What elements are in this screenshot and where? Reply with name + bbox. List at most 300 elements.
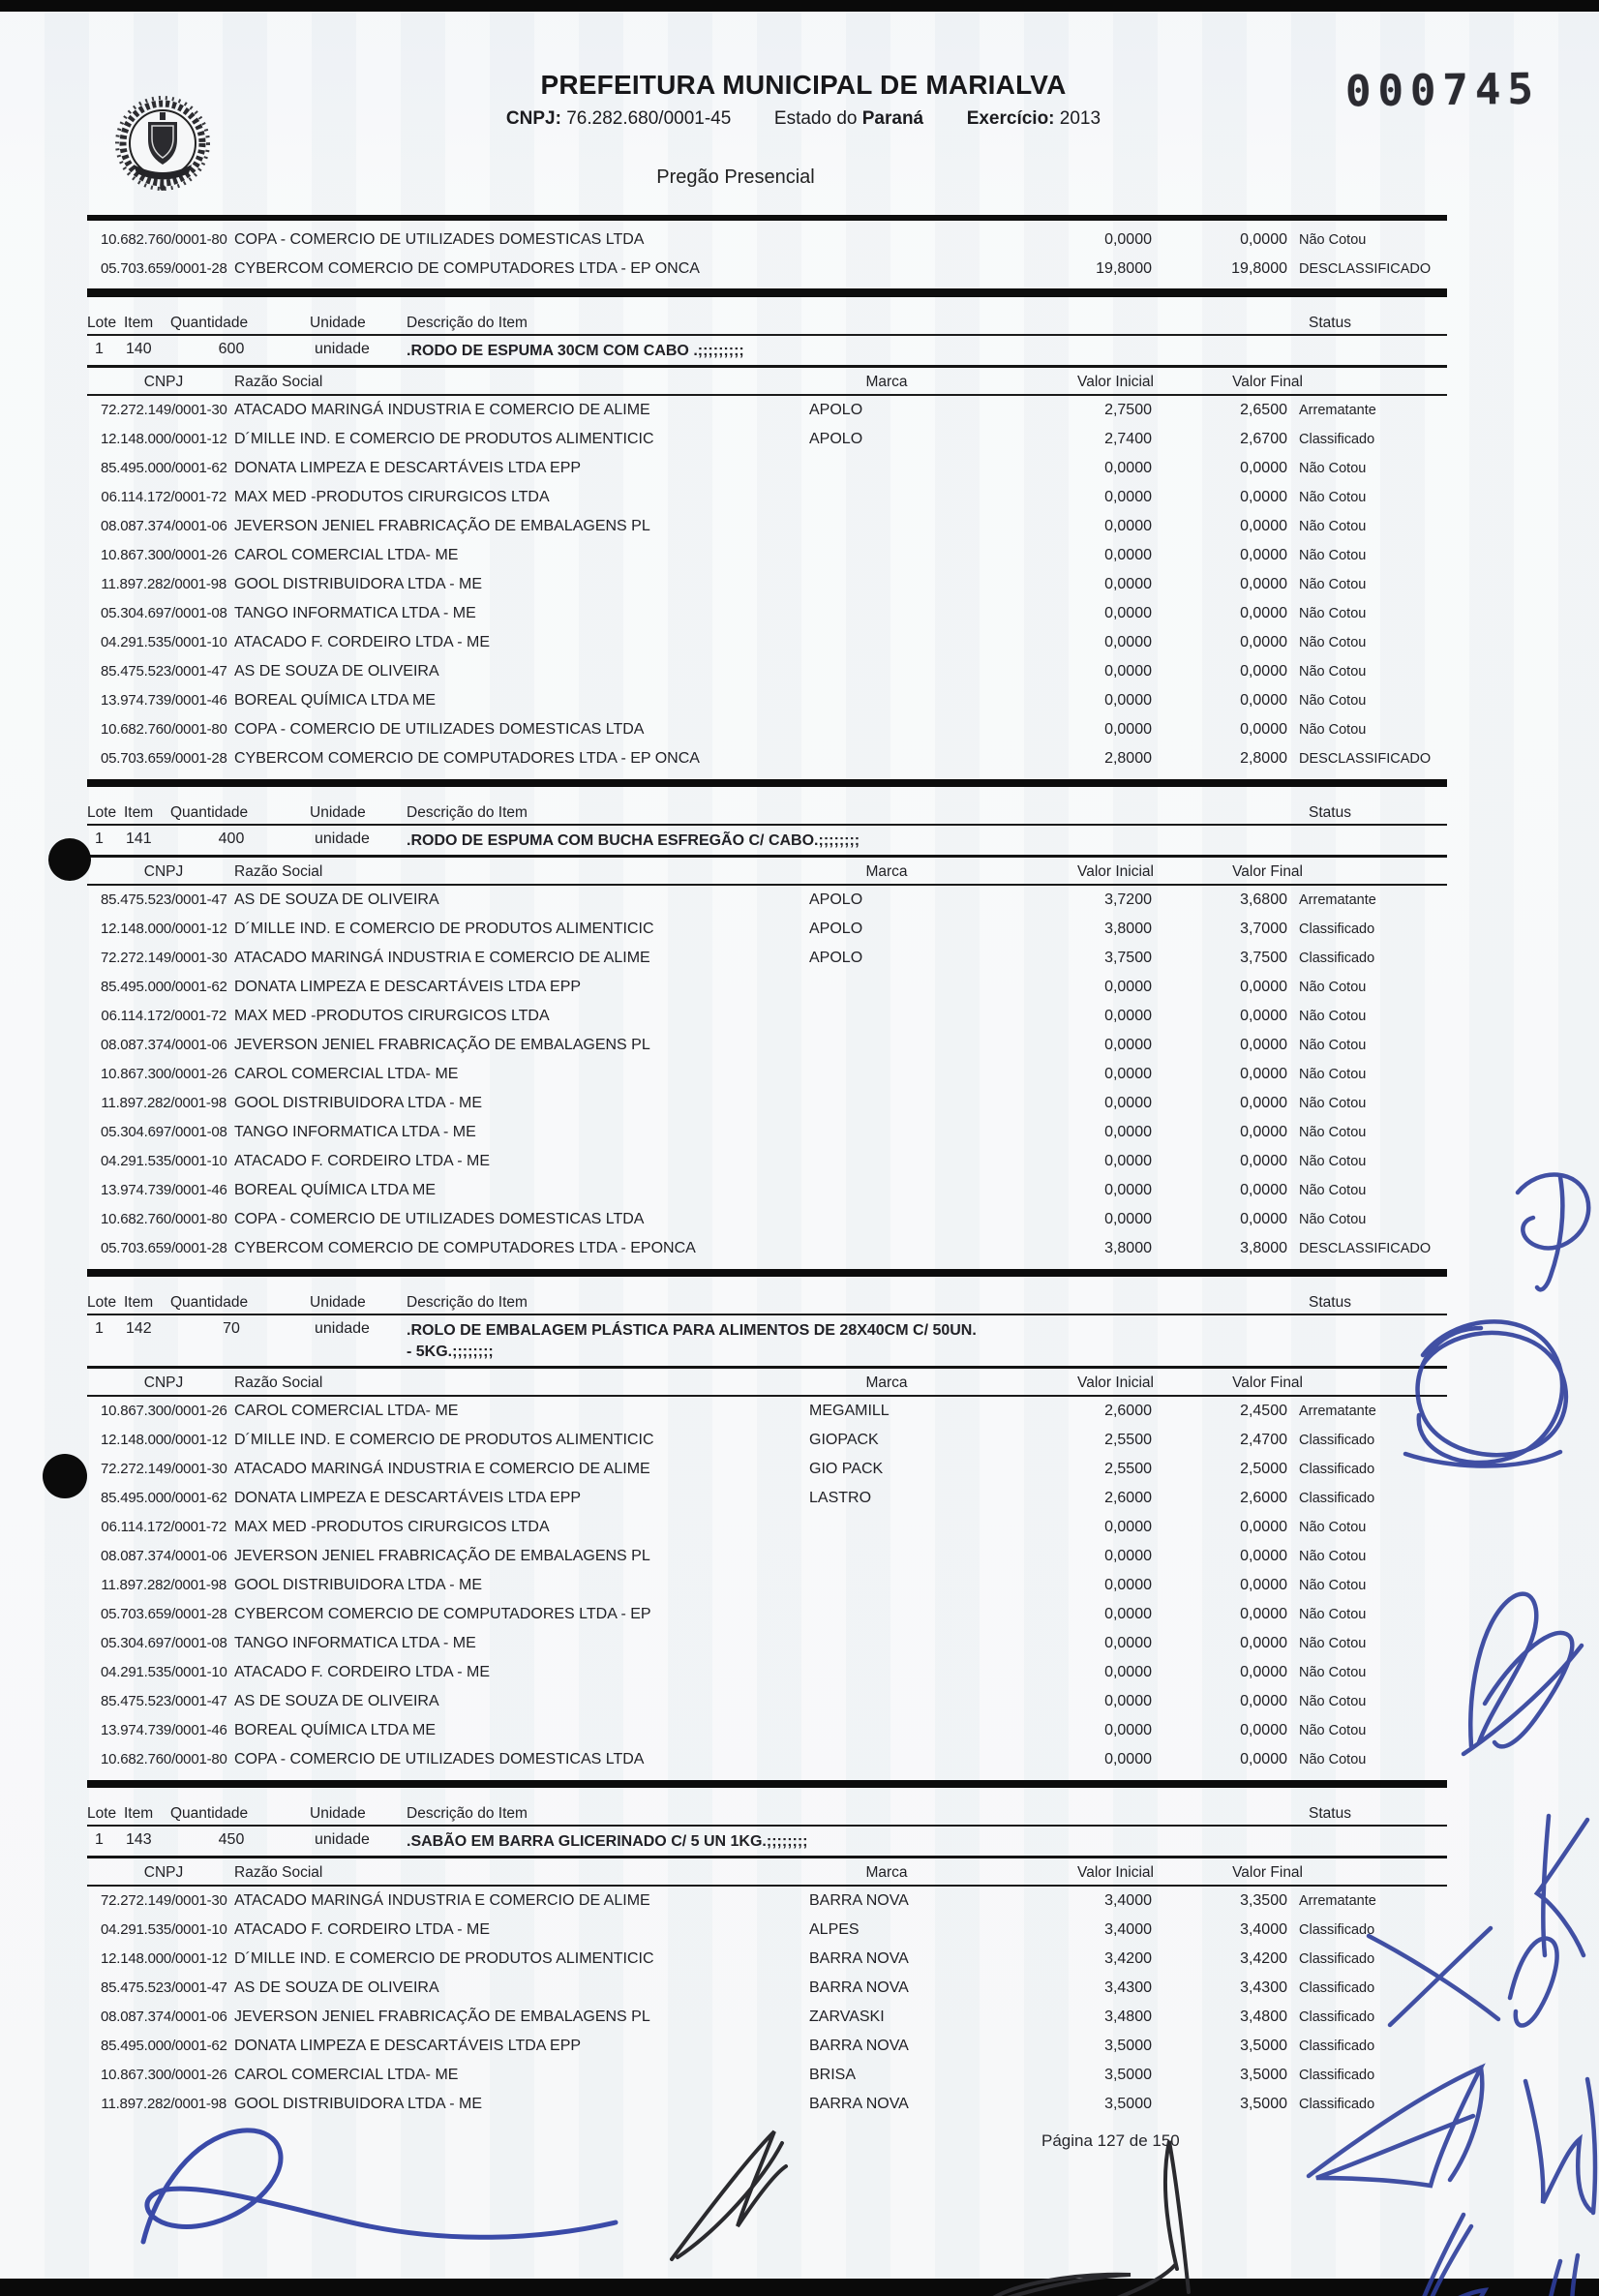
col-valor-final: Valor Final bbox=[1232, 1375, 1303, 1391]
col-valor-final: Valor Final bbox=[1232, 374, 1303, 390]
initial-value: 2,7500 bbox=[1104, 402, 1152, 418]
bidder-cnpj: 11.897.282/0001-98 bbox=[101, 2096, 226, 2112]
initial-value: 2,6000 bbox=[1104, 1403, 1152, 1419]
final-value: 0,0000 bbox=[1240, 1722, 1287, 1738]
bidder-row bbox=[87, 1687, 1447, 1716]
bid-status: Não Cotou bbox=[1299, 1009, 1367, 1024]
initial-value: 3,7200 bbox=[1104, 891, 1152, 908]
bidder-row bbox=[87, 1455, 1447, 1484]
bidder-columns-row bbox=[87, 368, 1447, 394]
lote-item-row bbox=[87, 1315, 1447, 1366]
bidder-row bbox=[87, 973, 1447, 1002]
bid-status: Não Cotou bbox=[1299, 606, 1367, 621]
initial-value: 0,0000 bbox=[1104, 1211, 1152, 1227]
initial-value: 0,0000 bbox=[1104, 460, 1152, 476]
bidder-company-name: JEVERSON JENIEL FRABRICAÇÃO DE EMBALAGENS PL bbox=[234, 518, 650, 534]
bid-status: Não Cotou bbox=[1299, 722, 1367, 738]
bidder-row bbox=[87, 1945, 1447, 1974]
page-number: Página 127 de 150 bbox=[1041, 2131, 1180, 2150]
bid-status: Classificado bbox=[1299, 1491, 1375, 1506]
initial-value: 3,4200 bbox=[1104, 1950, 1152, 1967]
bidder-cnpj: 13.974.739/0001-46 bbox=[101, 1182, 227, 1198]
bidder-row bbox=[87, 512, 1447, 541]
bid-status: Não Cotou bbox=[1299, 1520, 1367, 1535]
section-divider bbox=[87, 288, 1447, 297]
col-quantidade: Quantidade bbox=[170, 315, 249, 331]
final-value: 0,0000 bbox=[1240, 1664, 1287, 1680]
lote-number: 1 bbox=[95, 1831, 104, 1848]
col-unidade: Unidade bbox=[310, 1294, 366, 1311]
bidder-company-name: COPA - COMERCIO DE UTILIZADES DOMESTICAS LTDA bbox=[234, 1211, 645, 1227]
bidder-cnpj: 11.897.282/0001-98 bbox=[101, 1577, 226, 1593]
bid-status: Arrematante bbox=[1299, 1893, 1376, 1909]
bidder-brand: BARRA NOVA bbox=[809, 2096, 909, 2112]
final-value: 0,0000 bbox=[1240, 1066, 1287, 1082]
bidder-company-name: GOOL DISTRIBUIDORA LTDA - ME bbox=[234, 1095, 483, 1111]
bidder-company-name: GOOL DISTRIBUIDORA LTDA - ME bbox=[234, 576, 483, 592]
bidder-row bbox=[87, 2061, 1447, 2090]
bidder-cnpj: 72.272.149/0001-30 bbox=[101, 1892, 227, 1909]
item-description-line: .SABÃO EM BARRA GLICERINADO C/ 5 UN 1KG.;;;;;;;; bbox=[407, 1833, 808, 1850]
bidder-row bbox=[87, 2003, 1447, 2032]
final-value: 3,5000 bbox=[1240, 2038, 1287, 2054]
bidder-company-name: MAX MED -PRODUTOS CIRURGICOS LTDA bbox=[234, 1519, 550, 1535]
bidder-cnpj: 08.087.374/0001-06 bbox=[101, 1037, 227, 1053]
col-cnpj: CNPJ bbox=[143, 1375, 184, 1391]
bid-status: Classificado bbox=[1299, 921, 1375, 937]
bidder-row bbox=[87, 915, 1447, 944]
state-name: Paraná bbox=[861, 108, 924, 129]
bid-status: Não Cotou bbox=[1299, 1607, 1367, 1622]
bidder-brand: MEGAMILL bbox=[809, 1403, 890, 1419]
final-value: 3,5000 bbox=[1240, 2067, 1287, 2083]
bidder-company-name: COPA - COMERCIO DE UTILIZADES DOMESTICAS LTDA bbox=[234, 721, 645, 738]
item-number: 143 bbox=[126, 1831, 152, 1848]
final-value: 0,0000 bbox=[1240, 231, 1287, 248]
bidder-row bbox=[87, 599, 1447, 628]
bidder-cnpj: 08.087.374/0001-06 bbox=[101, 518, 227, 534]
col-unidade: Unidade bbox=[310, 315, 366, 331]
col-item: Item bbox=[124, 804, 154, 821]
bidder-cnpj: 06.114.172/0001-72 bbox=[101, 1008, 226, 1024]
final-value: 2,6500 bbox=[1240, 402, 1287, 418]
bidder-row bbox=[87, 1629, 1447, 1658]
bidder-company-name: ATACADO F. CORDEIRO LTDA - ME bbox=[234, 634, 491, 650]
initial-value: 19,8000 bbox=[1096, 260, 1152, 277]
final-value: 3,4000 bbox=[1240, 1921, 1287, 1938]
bidder-brand: BARRA NOVA bbox=[809, 1950, 909, 1967]
bidder-company-name: COPA - COMERCIO DE UTILIZADES DOMESTICAS LTDA bbox=[234, 231, 645, 248]
initial-value: 3,5000 bbox=[1104, 2038, 1152, 2054]
bidder-cnpj: 12.148.000/0001-12 bbox=[101, 1432, 227, 1448]
final-value: 0,0000 bbox=[1240, 605, 1287, 621]
bidder-rows bbox=[87, 886, 1447, 1263]
final-value: 0,0000 bbox=[1240, 576, 1287, 592]
bidder-company-name: ATACADO MARINGÁ INDUSTRIA E COMERCIO DE ALIME bbox=[234, 1461, 650, 1477]
bidder-row bbox=[87, 2090, 1447, 2119]
final-value: 3,5000 bbox=[1240, 2096, 1287, 2112]
bidder-company-name: DONATA LIMPEZA E DESCARTÁVEIS LTDA EPP bbox=[234, 1490, 582, 1506]
bidder-company-name: D´MILLE IND. E COMERCIO DE PRODUTOS ALIMENTICIC bbox=[234, 921, 654, 937]
bidder-row bbox=[87, 255, 1447, 284]
bid-status: Arrematante bbox=[1299, 403, 1376, 418]
bidder-company-name: TANGO INFORMATICA LTDA - ME bbox=[234, 1635, 476, 1651]
bidder-cnpj: 10.682.760/0001-80 bbox=[101, 1211, 227, 1227]
col-valor-inicial: Valor Inicial bbox=[1077, 1864, 1154, 1881]
bidder-company-name: ATACADO MARINGÁ INDUSTRIA E COMERCIO DE ALIME bbox=[234, 950, 650, 966]
initial-value: 2,7400 bbox=[1104, 431, 1152, 447]
bidder-cnpj: 04.291.535/0001-10 bbox=[101, 634, 227, 650]
lote-section bbox=[87, 1290, 1447, 1788]
bidder-company-name: JEVERSON JENIEL FRABRICAÇÃO DE EMBALAGENS PL bbox=[234, 1037, 650, 1053]
bidder-company-name: CYBERCOM COMERCIO DE COMPUTADORES LTDA - EP bbox=[234, 1606, 651, 1622]
item-description-line: .RODO DE ESPUMA COM BUCHA ESFREGÃO C/ CABO.;;;;;;;; bbox=[407, 832, 860, 849]
col-marca: Marca bbox=[865, 1375, 908, 1391]
bidder-cnpj: 85.495.000/0001-62 bbox=[101, 979, 227, 995]
initial-value: 0,0000 bbox=[1104, 663, 1152, 680]
col-razao-social: Razão Social bbox=[234, 1375, 323, 1391]
bidder-brand: APOLO bbox=[809, 402, 863, 418]
hole-punch-dot bbox=[43, 1454, 87, 1498]
bid-status: Classificado bbox=[1299, 2097, 1375, 2112]
lote-section bbox=[87, 1801, 1447, 2119]
bidder-row bbox=[87, 1426, 1447, 1455]
scan-edge-top bbox=[0, 0, 1599, 12]
bidder-company-name: DONATA LIMPEZA E DESCARTÁVEIS LTDA EPP bbox=[234, 2038, 582, 2054]
bidder-columns-row bbox=[87, 1369, 1447, 1395]
bid-status: Não Cotou bbox=[1299, 1694, 1367, 1709]
item-description bbox=[407, 831, 1447, 852]
final-value: 2,4500 bbox=[1240, 1403, 1287, 1419]
bidder-cnpj: 08.087.374/0001-06 bbox=[101, 1548, 227, 1564]
bidder-row bbox=[87, 1118, 1447, 1147]
final-value: 3,6800 bbox=[1240, 891, 1287, 908]
final-value: 0,0000 bbox=[1240, 1693, 1287, 1709]
bidder-rows bbox=[87, 1397, 1447, 1774]
col-item: Item bbox=[124, 1294, 154, 1311]
item-quantity: 400 bbox=[218, 831, 245, 847]
blue-signature bbox=[143, 2130, 616, 2242]
page-stamp-number: 000745 bbox=[1344, 64, 1541, 117]
bidder-row bbox=[87, 886, 1447, 915]
item-description-line: - 5KG.;;;;;;;; bbox=[407, 1344, 494, 1360]
item-unit: unidade bbox=[315, 831, 370, 847]
bidder-company-name: DONATA LIMPEZA E DESCARTÁVEIS LTDA EPP bbox=[234, 460, 582, 476]
lote-section bbox=[87, 801, 1447, 1277]
bidder-row bbox=[87, 1745, 1447, 1774]
final-value: 0,0000 bbox=[1240, 1153, 1287, 1169]
lote-number: 1 bbox=[95, 831, 104, 847]
bidder-cnpj: 10.682.760/0001-80 bbox=[101, 1751, 227, 1767]
bidder-company-name: CAROL COMERCIAL LTDA- ME bbox=[234, 1066, 459, 1082]
col-valor-final: Valor Final bbox=[1232, 863, 1303, 880]
col-marca: Marca bbox=[865, 374, 908, 390]
bid-status: Classificado bbox=[1299, 1922, 1375, 1938]
col-marca: Marca bbox=[865, 863, 908, 880]
bidder-row bbox=[87, 1974, 1447, 2003]
initial-value: 3,7500 bbox=[1104, 950, 1152, 966]
final-value: 2,5000 bbox=[1240, 1461, 1287, 1477]
bidder-row bbox=[87, 1002, 1447, 1031]
bid-status: Não Cotou bbox=[1299, 1549, 1367, 1564]
col-lote: Lote bbox=[87, 315, 117, 331]
col-unidade: Unidade bbox=[310, 1805, 366, 1822]
carryover-table bbox=[87, 226, 1447, 284]
initial-value: 2,8000 bbox=[1104, 750, 1152, 767]
final-value: 0,0000 bbox=[1240, 692, 1287, 709]
bidder-row bbox=[87, 425, 1447, 454]
bidder-company-name: AS DE SOUZA DE OLIVEIRA bbox=[234, 663, 439, 680]
bid-status: Não Cotou bbox=[1299, 693, 1367, 709]
initial-value: 0,0000 bbox=[1104, 1066, 1152, 1082]
final-value: 0,0000 bbox=[1240, 460, 1287, 476]
bid-status: Classificado bbox=[1299, 2068, 1375, 2083]
final-value: 0,0000 bbox=[1240, 663, 1287, 680]
section-divider bbox=[87, 779, 1447, 787]
bid-status: Não Cotou bbox=[1299, 461, 1367, 476]
initial-value: 0,0000 bbox=[1104, 1182, 1152, 1198]
bidder-brand: LASTRO bbox=[809, 1490, 872, 1506]
final-value: 2,6000 bbox=[1240, 1490, 1287, 1506]
final-value: 3,3500 bbox=[1240, 1892, 1287, 1909]
bidder-row bbox=[87, 1234, 1447, 1263]
bidder-company-name: D´MILLE IND. E COMERCIO DE PRODUTOS ALIMENTICIC bbox=[234, 1950, 654, 1967]
lote-item-row bbox=[87, 1827, 1447, 1856]
final-value: 19,8000 bbox=[1231, 260, 1287, 277]
bidder-company-name: TANGO INFORMATICA LTDA - ME bbox=[234, 1124, 476, 1140]
bidder-company-name: ATACADO MARINGÁ INDUSTRIA E COMERCIO DE ALIME bbox=[234, 402, 650, 418]
bidder-company-name: BOREAL QUÍMICA LTDA ME bbox=[234, 692, 437, 709]
final-value: 0,0000 bbox=[1240, 1008, 1287, 1024]
col-descricao: Descrição do Item bbox=[407, 1805, 528, 1822]
initial-value: 0,0000 bbox=[1104, 1095, 1152, 1111]
hole-punch-dot bbox=[48, 838, 91, 881]
bidder-cnpj: 13.974.739/0001-46 bbox=[101, 692, 227, 709]
initial-value: 0,0000 bbox=[1104, 1693, 1152, 1709]
bidder-row bbox=[87, 657, 1447, 686]
bidder-row bbox=[87, 541, 1447, 570]
bidder-cnpj: 13.974.739/0001-46 bbox=[101, 1722, 227, 1738]
initial-value: 0,0000 bbox=[1104, 692, 1152, 709]
final-value: 0,0000 bbox=[1240, 1606, 1287, 1622]
final-value: 0,0000 bbox=[1240, 1548, 1287, 1564]
item-description-line: .ROLO DE EMBALAGEM PLÁSTICA PARA ALIMENTOS DE 28X40CM C/ 50UN. bbox=[407, 1322, 977, 1339]
lote-item-row bbox=[87, 826, 1447, 855]
bid-status: Classificado bbox=[1299, 2009, 1375, 2025]
bidder-columns-row bbox=[87, 1858, 1447, 1885]
bidder-company-name: BOREAL QUÍMICA LTDA ME bbox=[234, 1722, 437, 1738]
final-value: 0,0000 bbox=[1240, 1095, 1287, 1111]
exercise-label: Exercício: bbox=[966, 108, 1055, 129]
initial-value: 0,0000 bbox=[1104, 518, 1152, 534]
bidder-company-name: JEVERSON JENIEL FRABRICAÇÃO DE EMBALAGENS PL bbox=[234, 2009, 650, 2025]
col-unidade: Unidade bbox=[310, 804, 366, 821]
lote-header-row bbox=[87, 311, 1447, 336]
bidder-row bbox=[87, 226, 1447, 255]
bidder-row bbox=[87, 1147, 1447, 1176]
col-cnpj: CNPJ bbox=[143, 863, 184, 880]
col-razao-social: Razão Social bbox=[234, 863, 323, 880]
final-value: 0,0000 bbox=[1240, 489, 1287, 505]
bidder-cnpj: 04.291.535/0001-10 bbox=[101, 1664, 227, 1680]
bidder-row bbox=[87, 686, 1447, 715]
black-signatures bbox=[672, 2131, 1189, 2296]
bid-status: Classificado bbox=[1299, 1951, 1375, 1967]
initial-value: 0,0000 bbox=[1104, 1008, 1152, 1024]
bidder-company-name: CAROL COMERCIAL LTDA- ME bbox=[234, 547, 459, 563]
col-status: Status bbox=[1309, 315, 1351, 331]
initial-value: 0,0000 bbox=[1104, 576, 1152, 592]
bidder-cnpj: 05.703.659/0001-28 bbox=[101, 750, 227, 767]
col-razao-social: Razão Social bbox=[234, 1864, 323, 1881]
bidder-cnpj: 12.148.000/0001-12 bbox=[101, 1950, 227, 1967]
bidder-company-name: ATACADO F. CORDEIRO LTDA - ME bbox=[234, 1153, 491, 1169]
bidder-brand: APOLO bbox=[809, 431, 863, 447]
bidder-row bbox=[87, 570, 1447, 599]
col-item: Item bbox=[124, 1805, 154, 1822]
bidder-cnpj: 10.682.760/0001-80 bbox=[101, 231, 227, 248]
initial-value: 3,4800 bbox=[1104, 2009, 1152, 2025]
col-quantidade: Quantidade bbox=[170, 804, 249, 821]
final-value: 0,0000 bbox=[1240, 1037, 1287, 1053]
bidder-row bbox=[87, 944, 1447, 973]
col-razao-social: Razão Social bbox=[234, 374, 323, 390]
initial-value: 0,0000 bbox=[1104, 1751, 1152, 1767]
bidder-row bbox=[87, 1513, 1447, 1542]
scan-edge-bottom bbox=[0, 2279, 1599, 2296]
initial-value: 0,0000 bbox=[1104, 1722, 1152, 1738]
bid-status: Classificado bbox=[1299, 1433, 1375, 1448]
bidder-brand: APOLO bbox=[809, 950, 863, 966]
bidder-company-name: D´MILLE IND. E COMERCIO DE PRODUTOS ALIMENTICIC bbox=[234, 1432, 654, 1448]
bidder-cnpj: 85.475.523/0001-47 bbox=[101, 663, 227, 680]
item-number: 141 bbox=[126, 831, 152, 847]
col-valor-inicial: Valor Inicial bbox=[1077, 1375, 1154, 1391]
bidder-company-name: ATACADO MARINGÁ INDUSTRIA E COMERCIO DE ALIME bbox=[234, 1892, 650, 1909]
bidder-rows bbox=[87, 396, 1447, 773]
section-divider bbox=[87, 1780, 1447, 1788]
col-valor-final: Valor Final bbox=[1232, 1864, 1303, 1881]
bid-status: Arrematante bbox=[1299, 1404, 1376, 1419]
bidder-brand: APOLO bbox=[809, 921, 863, 937]
item-number: 140 bbox=[126, 341, 152, 357]
bid-status: Classificado bbox=[1299, 432, 1375, 447]
bidder-cnpj: 12.148.000/0001-12 bbox=[101, 431, 227, 447]
bidder-cnpj: 72.272.149/0001-30 bbox=[101, 950, 227, 966]
final-value: 3,7500 bbox=[1240, 950, 1287, 966]
col-descricao: Descrição do Item bbox=[407, 1294, 528, 1311]
bid-status: Não Cotou bbox=[1299, 1212, 1367, 1227]
item-description-line: .RODO DE ESPUMA 30CM COM CABO .;;;;;;;;; bbox=[407, 343, 744, 359]
initial-value: 3,4000 bbox=[1104, 1921, 1152, 1938]
header-info-line bbox=[407, 108, 1200, 130]
bidder-company-name: CYBERCOM COMERCIO DE COMPUTADORES LTDA - EP ONCA bbox=[234, 260, 700, 277]
bidder-company-name: MAX MED -PRODUTOS CIRURGICOS LTDA bbox=[234, 489, 550, 505]
final-value: 0,0000 bbox=[1240, 1751, 1287, 1767]
bidder-company-name: BOREAL QUÍMICA LTDA ME bbox=[234, 1182, 437, 1198]
bidder-brand: APOLO bbox=[809, 891, 863, 908]
bid-status: Não Cotou bbox=[1299, 635, 1367, 650]
bidder-brand: BARRA NOVA bbox=[809, 2038, 909, 2054]
bidder-company-name: MAX MED -PRODUTOS CIRURGICOS LTDA bbox=[234, 1008, 550, 1024]
item-quantity: 70 bbox=[223, 1320, 240, 1337]
final-value: 2,6700 bbox=[1240, 431, 1287, 447]
bidder-row bbox=[87, 1031, 1447, 1060]
bidder-row bbox=[87, 1600, 1447, 1629]
item-number: 142 bbox=[126, 1320, 152, 1337]
section-divider bbox=[87, 1269, 1447, 1277]
bidder-company-name: CYBERCOM COMERCIO DE COMPUTADORES LTDA - EPONCA bbox=[234, 1240, 696, 1256]
bidder-row bbox=[87, 1658, 1447, 1687]
col-status: Status bbox=[1309, 1294, 1351, 1311]
final-value: 0,0000 bbox=[1240, 979, 1287, 995]
bidder-company-name: COPA - COMERCIO DE UTILIZADES DOMESTICAS LTDA bbox=[234, 1751, 645, 1767]
bidder-row bbox=[87, 1205, 1447, 1234]
bidder-cnpj: 10.867.300/0001-26 bbox=[101, 1403, 227, 1419]
initial-value: 2,6000 bbox=[1104, 1490, 1152, 1506]
bid-status: DESCLASSIFICADO bbox=[1299, 751, 1432, 767]
bid-status: Não Cotou bbox=[1299, 1067, 1367, 1082]
bidder-cnpj: 10.867.300/0001-26 bbox=[101, 1066, 227, 1082]
bidder-row bbox=[87, 2032, 1447, 2061]
item-unit: unidade bbox=[315, 1831, 370, 1848]
final-value: 0,0000 bbox=[1240, 1635, 1287, 1651]
final-value: 0,0000 bbox=[1240, 518, 1287, 534]
bidder-row bbox=[87, 744, 1447, 773]
initial-value: 0,0000 bbox=[1104, 634, 1152, 650]
bidder-cnpj: 05.304.697/0001-08 bbox=[101, 1635, 227, 1651]
bidder-cnpj: 12.148.000/0001-12 bbox=[101, 921, 227, 937]
bidder-brand: GIOPACK bbox=[809, 1432, 879, 1448]
lote-number: 1 bbox=[95, 1320, 104, 1337]
final-value: 2,8000 bbox=[1240, 750, 1287, 767]
cnpj-value: 76.282.680/0001-45 bbox=[566, 108, 732, 129]
final-value: 3,4200 bbox=[1240, 1950, 1287, 1967]
bidder-row bbox=[87, 1542, 1447, 1571]
exercise-value: 2013 bbox=[1059, 108, 1101, 129]
bidder-company-name: AS DE SOUZA DE OLIVEIRA bbox=[234, 891, 439, 908]
bid-status: Não Cotou bbox=[1299, 1665, 1367, 1680]
initial-value: 0,0000 bbox=[1104, 1664, 1152, 1680]
bid-status: Não Cotou bbox=[1299, 1183, 1367, 1198]
bid-status: DESCLASSIFICADO bbox=[1299, 1241, 1432, 1256]
initial-value: 2,5500 bbox=[1104, 1432, 1152, 1448]
item-quantity: 450 bbox=[218, 1831, 245, 1848]
col-cnpj: CNPJ bbox=[143, 1864, 184, 1881]
bid-status: Não Cotou bbox=[1299, 1752, 1367, 1767]
lote-number: 1 bbox=[95, 341, 104, 357]
final-value: 3,4300 bbox=[1240, 1979, 1287, 1996]
bidder-company-name: CAROL COMERCIAL LTDA- ME bbox=[234, 1403, 459, 1419]
bidder-company-name: JEVERSON JENIEL FRABRICAÇÃO DE EMBALAGENS PL bbox=[234, 1548, 650, 1564]
bid-status: Classificado bbox=[1299, 951, 1375, 966]
lote-header-row bbox=[87, 801, 1447, 826]
final-value: 3,7000 bbox=[1240, 921, 1287, 937]
final-value: 3,4800 bbox=[1240, 2009, 1287, 2025]
tables-area bbox=[87, 215, 1447, 2119]
bidder-cnpj: 10.682.760/0001-80 bbox=[101, 721, 227, 738]
state-prefix: Estado do bbox=[773, 108, 858, 129]
bidder-company-name: GOOL DISTRIBUIDORA LTDA - ME bbox=[234, 1577, 483, 1593]
bidder-cnpj: 85.495.000/0001-62 bbox=[101, 460, 227, 476]
bidder-company-name: D´MILLE IND. E COMERCIO DE PRODUTOS ALIMENTICIC bbox=[234, 431, 654, 447]
lote-header-row bbox=[87, 1290, 1447, 1315]
initial-value: 3,4300 bbox=[1104, 1979, 1152, 1996]
bid-status: Classificado bbox=[1299, 1462, 1375, 1477]
bidder-company-name: ATACADO F. CORDEIRO LTDA - ME bbox=[234, 1664, 491, 1680]
col-lote: Lote bbox=[87, 1294, 117, 1311]
col-lote: Lote bbox=[87, 1805, 117, 1822]
